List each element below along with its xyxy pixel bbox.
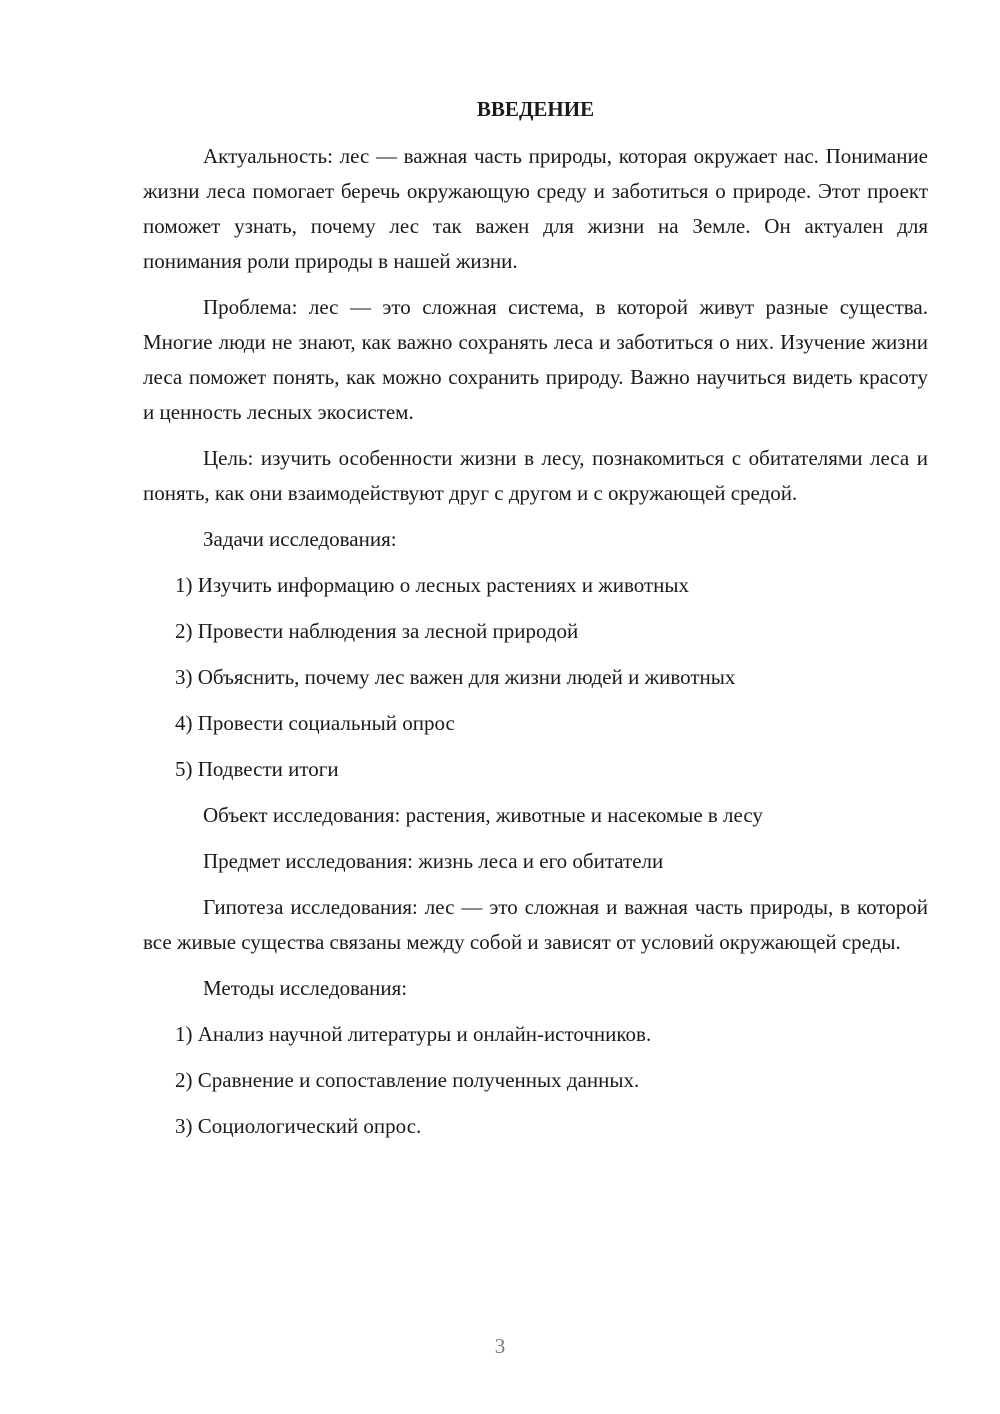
methods-heading: Методы исследования: (203, 976, 408, 1000)
task-item: 2) Провести наблюдения за лесной природой (175, 619, 579, 643)
tasks-heading: Задачи исследования: (203, 527, 397, 551)
method-item: 2) Сравнение и сопоставление полученных данных. (175, 1068, 640, 1092)
method-item: 3) Социологический опрос. (175, 1114, 422, 1138)
page-number: 3 (494, 1334, 506, 1358)
task-item: 4) Провести социальный опрос (175, 711, 455, 735)
hypothesis-paragraph: Гипотеза исследования: лес — это сложная и важная часть природы, в которой все живые существа связаны между собой и зависят от условий окружающей среды. (143, 895, 928, 954)
task-item: 1) Изучить информацию о лесных растениях и животных (175, 573, 689, 597)
page-title: ВВЕДЕНИЕ (476, 97, 595, 121)
method-item: 1) Анализ научной литературы и онлайн-источников. (175, 1022, 652, 1046)
research-subject: Предмет исследования: жизнь леса и его обитатели (203, 849, 664, 873)
task-item: 5) Подвести итоги (175, 757, 339, 781)
research-object: Объект исследования: растения, животные и насекомые в лесу (203, 803, 763, 827)
goal-paragraph: Цель: изучить особенности жизни в лесу, познакомиться с обитателями леса и понять, как они взаимодействуют друг с другом и с окружающей средой. (143, 446, 928, 505)
task-item: 3) Объяснить, почему лес важен для жизни людей и животных (175, 665, 736, 689)
problem-paragraph: Проблема: лес — это сложная система, в которой живут разные существа. Многие люди не знают, как важно сохранять леса и заботиться о них. Изучение жизни леса поможет понять, как можно сохранить природу. Важно научиться видеть красоту и ценность лесных экосистем. (143, 295, 928, 424)
relevance-paragraph: Актуальность: лес — важная часть природы, которая окружает нас. Понимание жизни леса помогает беречь окружающую среду и заботиться о природе. Этот проект поможет узнать, почему лес так важен для жизни на Земле. Он актуален для понимания роли природы в нашей жизни. (143, 144, 928, 273)
document-page (143, 92, 928, 1155)
